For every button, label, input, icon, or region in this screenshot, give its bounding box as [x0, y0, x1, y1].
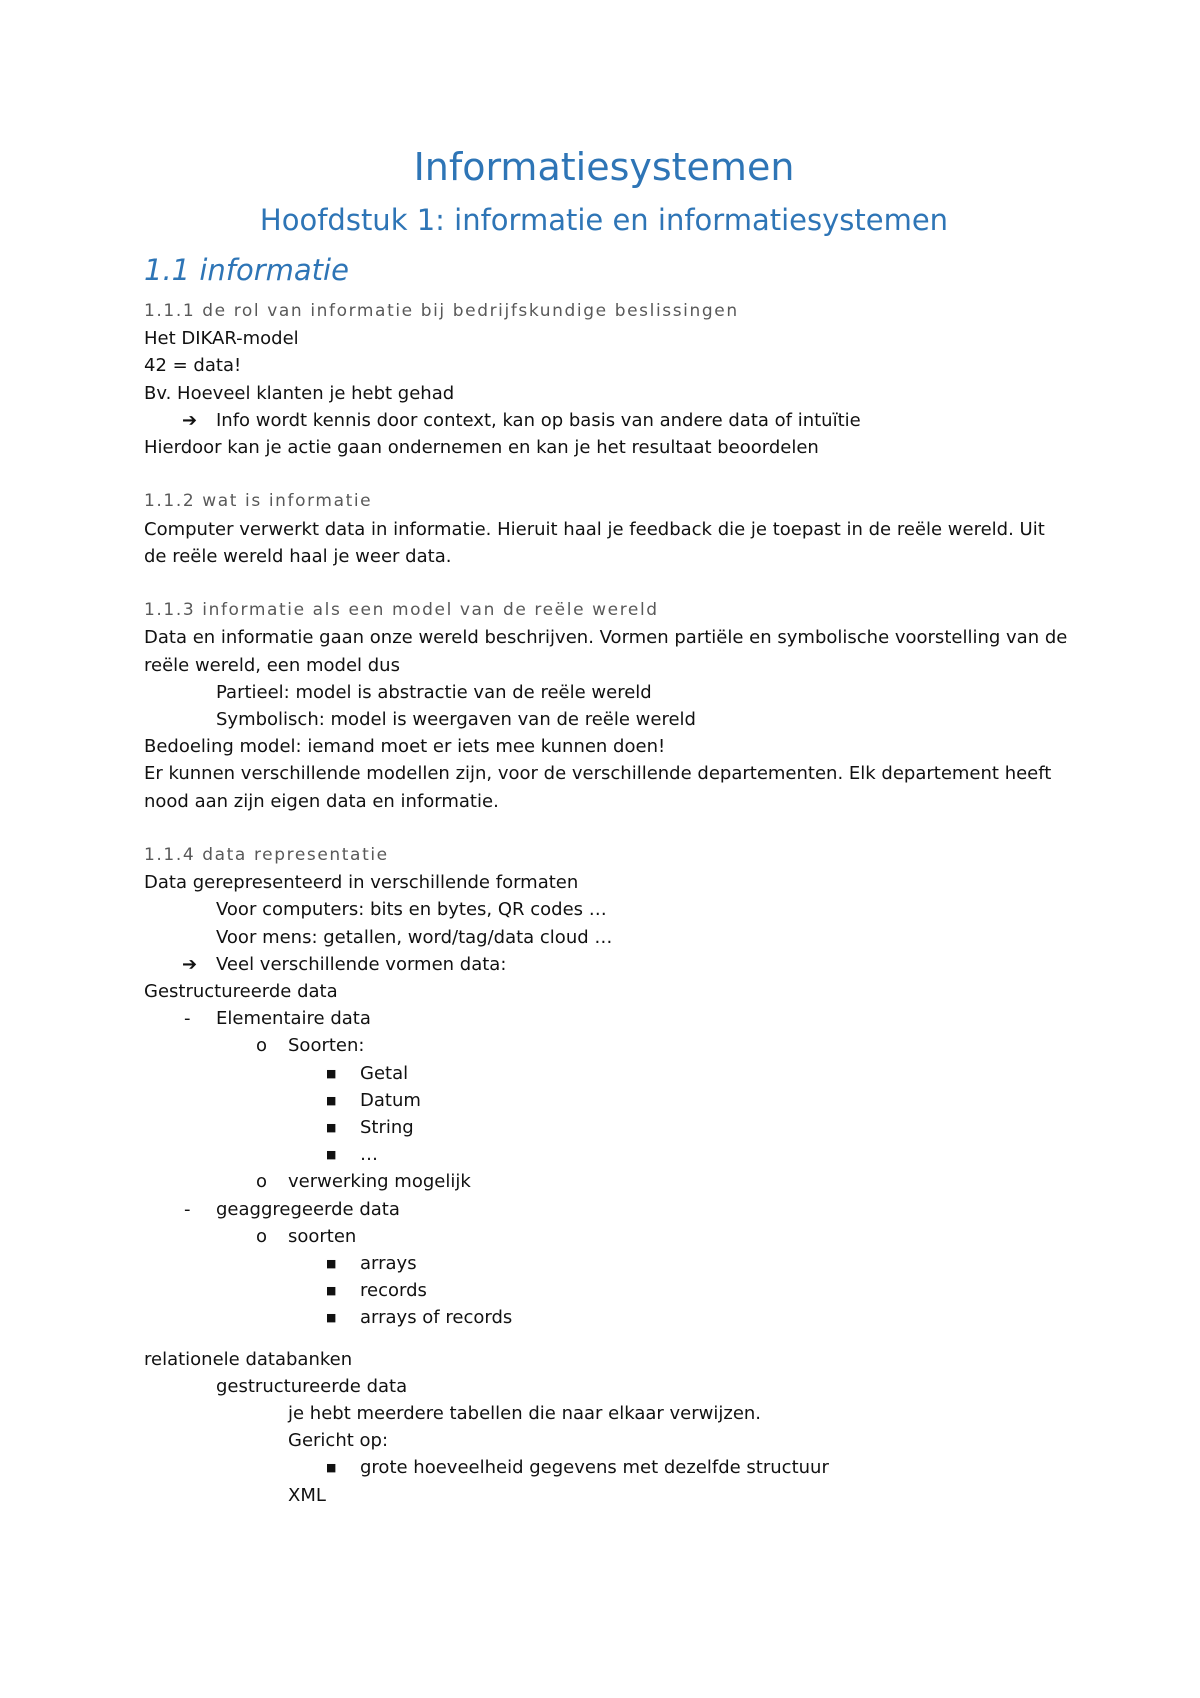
text-line: reële wereld, een model dus — [144, 654, 400, 676]
text-line: Het DIKAR-model — [144, 328, 299, 350]
text-line: nood aan zijn eigen data en informatie. — [144, 790, 499, 812]
arrow-item — [144, 951, 1064, 978]
list-item — [144, 1250, 1064, 1277]
text-line: Voor mens: getallen, word/tag/data cloud … — [216, 926, 613, 948]
text-line: Data gerepresenteerd in verschillende formaten — [144, 872, 579, 894]
list-item — [144, 1277, 1064, 1304]
text-line: de reële wereld haal je weer data. — [144, 545, 452, 567]
text-line: Computer verwerkt data in informatie. Hieruit haal je feedback die je toepast in de reële wereld. Uit — [144, 518, 1045, 540]
square-bullet-icon: ■ — [326, 1461, 337, 1475]
list-item — [144, 1060, 1064, 1087]
list-item — [144, 1114, 1064, 1141]
text-line: Bv. Hoeveel klanten je hebt gehad — [144, 382, 455, 404]
text-line: Bedoeling model: iemand moet er iets mee kunnen doen! — [144, 736, 666, 758]
document-title: Informatiesystemen — [413, 145, 795, 189]
dash-bullet-icon: - — [184, 1008, 191, 1030]
dash-bullet-icon: - — [184, 1198, 191, 1220]
list-item — [144, 1223, 1064, 1250]
list-item — [144, 1141, 1064, 1168]
list-item — [144, 1304, 1064, 1331]
list-item-text: String — [360, 1117, 414, 1139]
list-item-text: Soorten: — [288, 1035, 365, 1057]
list-item-text: … — [360, 1144, 378, 1166]
text-line: Partieel: model is abstractie van de reële wereld — [216, 681, 652, 703]
list-item-text: Datum — [360, 1089, 421, 1111]
list-item-text: arrays of records — [360, 1307, 513, 1329]
list-item-text: verwerking mogelijk — [288, 1171, 471, 1193]
subsection-heading: 1.1.1 de rol van informatie bij bedrijfskundige beslissingen — [144, 301, 739, 321]
arrow-item — [144, 407, 1064, 434]
text-line: Gericht op: — [288, 1430, 389, 1452]
list-item-text: Getal — [360, 1062, 409, 1084]
text-line: XML — [288, 1484, 326, 1506]
subsection-heading: 1.1.4 data representatie — [144, 845, 389, 866]
arrow-right-icon: ➔ — [182, 953, 198, 975]
document-content — [144, 142, 1068, 1509]
circle-bullet-icon: o — [256, 1225, 268, 1247]
list-item-text: arrays — [360, 1253, 417, 1275]
arrow-item-text: Info wordt kennis door context, kan op basis van andere data of intuïtie — [216, 409, 861, 431]
list-item — [144, 1032, 1064, 1059]
text-line: Hierdoor kan je actie gaan ondernemen en kan je het resultaat beoordelen — [144, 437, 819, 459]
rel-list — [144, 1454, 1064, 1481]
arrow-item-text: Veel verschillende vormen data: — [216, 953, 507, 975]
subsection-1-1-1 — [144, 298, 1064, 461]
section-heading: 1.1 informatie — [144, 253, 349, 287]
square-bullet-icon: ■ — [326, 1311, 337, 1325]
list-item-text: records — [360, 1280, 427, 1302]
square-bullet-icon: ■ — [326, 1121, 337, 1135]
arrow-right-icon: ➔ — [182, 409, 198, 431]
subsection-heading: 1.1.3 informatie als een model van de reële wereld — [144, 600, 659, 621]
text-line: 42 = data! — [144, 355, 242, 377]
chapter-heading: Hoofdstuk 1: informatie en informatiesystemen — [259, 203, 949, 237]
list-item-text: Elementaire data — [216, 1008, 371, 1030]
text-line: Symbolisch: model is weergaven van de reële wereld — [216, 709, 696, 731]
square-bullet-icon: ■ — [326, 1066, 337, 1080]
list-item-text: geaggregeerde data — [216, 1198, 400, 1220]
circle-bullet-icon: o — [256, 1171, 268, 1193]
square-bullet-icon: ■ — [326, 1148, 337, 1162]
text-line: Gestructureerde data — [144, 981, 338, 1003]
text-line: Er kunnen verschillende modellen zijn, voor de verschillende departementen. Elk departement heeft — [144, 763, 1052, 785]
square-bullet-icon: ■ — [326, 1093, 337, 1107]
spacer — [144, 1332, 1064, 1346]
list-item — [144, 1168, 1064, 1195]
list-item-text: grote hoeveelheid gegevens met dezelfde structuur — [360, 1457, 829, 1479]
circle-bullet-icon: o — [256, 1035, 268, 1057]
list-item — [144, 1005, 1064, 1032]
text-line: je hebt meerdere tabellen die naar elkaar verwijzen. — [288, 1403, 762, 1425]
text-line: relationele databanken — [144, 1348, 353, 1370]
text-line: Data en informatie gaan onze wereld beschrijven. Vormen partiële en symbolische voorstelling van de — [144, 627, 1068, 649]
subsection-1-1-3 — [144, 597, 1068, 815]
list-item — [144, 1087, 1064, 1114]
structured-data-list — [144, 1005, 1064, 1331]
square-bullet-icon: ■ — [326, 1257, 337, 1271]
square-bullet-icon: ■ — [326, 1284, 337, 1298]
text-line: gestructureerde data — [216, 1375, 408, 1397]
subsection-1-1-4 — [144, 842, 1064, 1509]
text-line: Voor computers: bits en bytes, QR codes … — [216, 899, 607, 921]
subsection-heading: 1.1.2 wat is informatie — [144, 491, 373, 512]
list-item — [144, 1454, 1064, 1481]
subsection-1-1-2 — [144, 488, 1064, 570]
list-item — [144, 1196, 1064, 1223]
list-item-text: soorten — [288, 1225, 357, 1247]
